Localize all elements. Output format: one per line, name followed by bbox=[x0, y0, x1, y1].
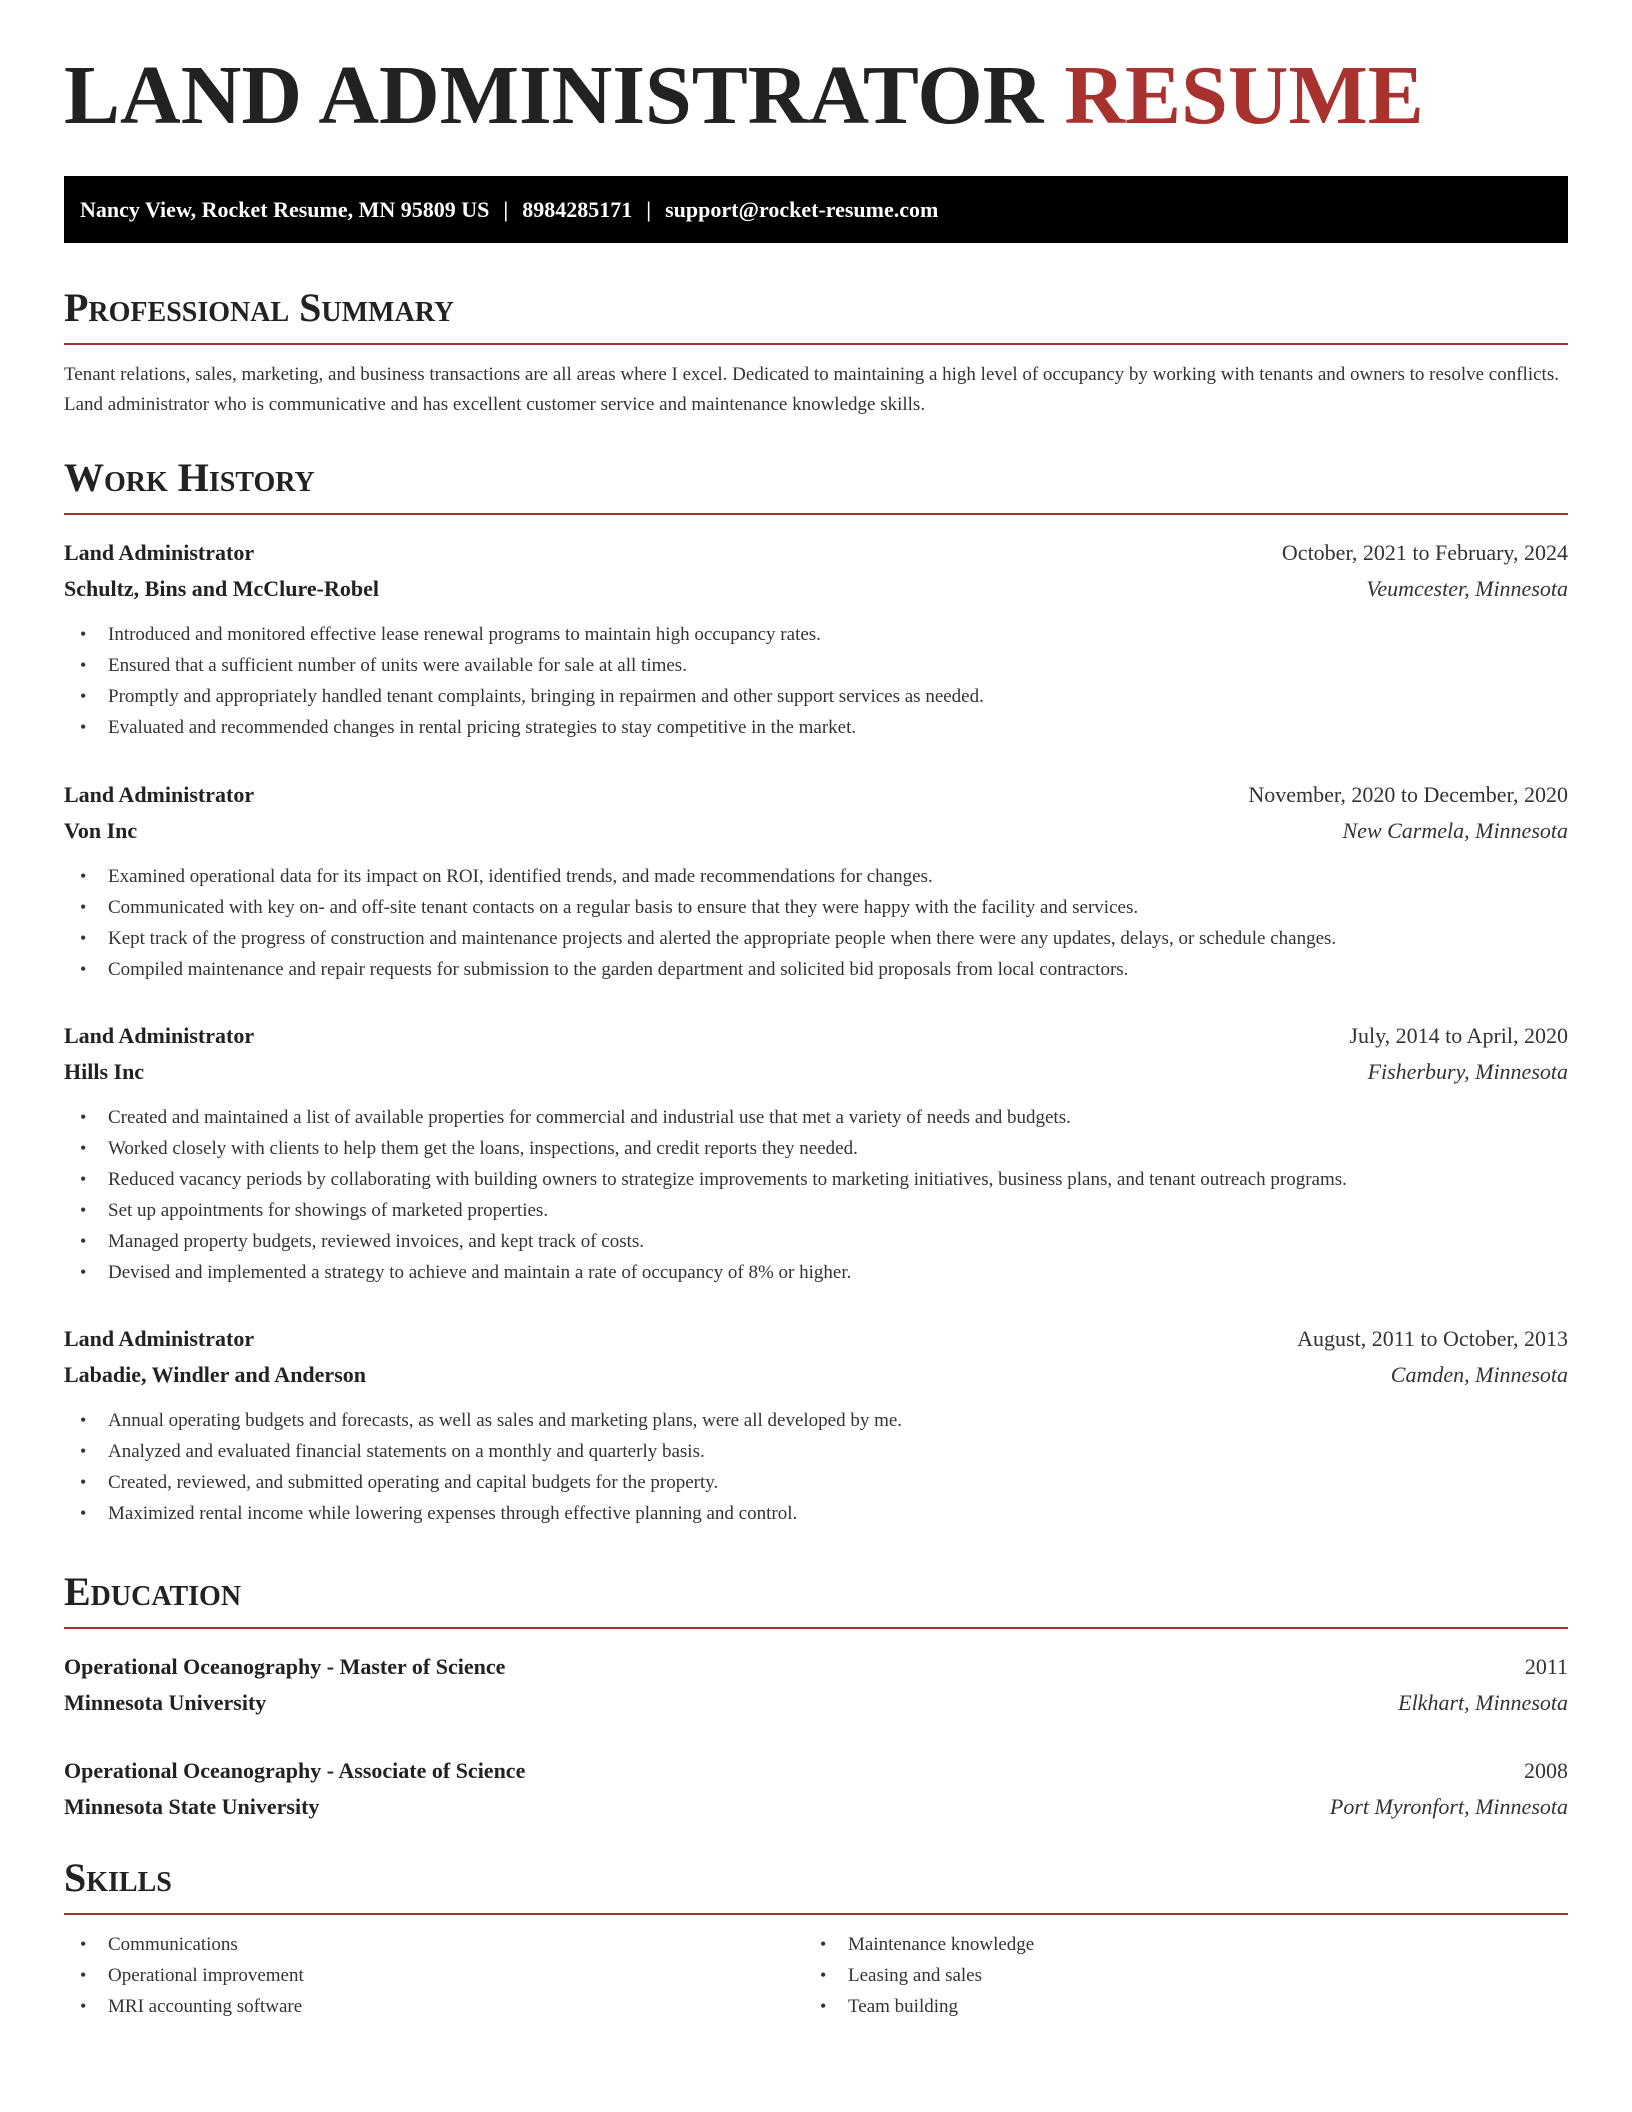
bullet-icon: • bbox=[80, 928, 87, 948]
bullet-text: Set up appointments for showings of marketed properties. bbox=[108, 1200, 549, 1221]
job-title: Land Administrator bbox=[64, 782, 255, 807]
contact-separator: | bbox=[503, 197, 509, 222]
bullet-text: Maximized rental income while lowering expenses through effective planning and control. bbox=[108, 1503, 798, 1524]
bullet-text: Annual operating budgets and forecasts, as well as sales and marketing plans, were all developed by me. bbox=[108, 1410, 903, 1431]
list-item bbox=[64, 1226, 1568, 1257]
list-item bbox=[804, 1991, 1544, 2022]
education-entry bbox=[64, 1753, 1568, 1825]
bullet-icon: • bbox=[80, 1262, 87, 1282]
bullet-text: Compiled maintenance and repair requests for submission to the garden department and solicited bid proposals from local contractors. bbox=[108, 959, 1129, 980]
bullet-icon: • bbox=[80, 1996, 87, 2016]
list-item bbox=[64, 1195, 1568, 1226]
resume-title-accent: RESUME bbox=[1064, 49, 1424, 142]
list-item bbox=[64, 1498, 1568, 1529]
job-title: Land Administrator bbox=[64, 540, 255, 565]
skill-text: Operational improvement bbox=[108, 1965, 304, 1986]
resume-title bbox=[64, 49, 1424, 142]
education-degree: Operational Oceanography - Master of Science bbox=[64, 1654, 506, 1679]
contact-phone: 8984285171 bbox=[522, 197, 633, 222]
job-dates: July, 2014 to April, 2020 bbox=[1349, 1023, 1568, 1048]
job-location: Camden, Minnesota bbox=[1390, 1362, 1568, 1387]
education-school: Minnesota University bbox=[64, 1690, 267, 1715]
bullet-icon: • bbox=[80, 1441, 87, 1461]
section-rule bbox=[64, 343, 1568, 345]
job-entry bbox=[64, 777, 1568, 985]
bullet-icon: • bbox=[820, 1965, 827, 1985]
bullet-icon: • bbox=[80, 959, 87, 979]
bullet-icon: • bbox=[80, 1231, 87, 1251]
list-item bbox=[64, 712, 1568, 743]
bullet-icon: • bbox=[820, 1996, 827, 2016]
bullet-icon: • bbox=[820, 1934, 827, 1954]
bullet-text: Introduced and monitored effective lease renewal programs to maintain high occupancy rates. bbox=[108, 624, 821, 645]
work-history-section bbox=[64, 455, 1568, 515]
job-entry bbox=[64, 1321, 1568, 1529]
education-school-row bbox=[64, 1685, 1568, 1721]
contact-email: support@rocket-resume.com bbox=[665, 197, 939, 222]
summary-text: Tenant relations, sales, marketing, and business transactions are all areas where I excel. Dedicated to maintaining a high level of occupancy by working with tenants and owners to resolve conflicts. Land administrator who is communicative and has excellent customer service and maintenance knowledge skills. bbox=[64, 364, 1559, 415]
bullet-icon: • bbox=[80, 624, 87, 644]
job-company-row bbox=[64, 1357, 1568, 1393]
contact-bar bbox=[64, 176, 1568, 243]
bullet-icon: • bbox=[80, 1169, 87, 1189]
bullet-icon: • bbox=[80, 1934, 87, 1954]
list-item bbox=[64, 619, 1568, 650]
job-header-row bbox=[64, 777, 1568, 813]
section-rule bbox=[64, 1627, 1568, 1629]
job-header-row bbox=[64, 1018, 1568, 1054]
skills-section bbox=[64, 1855, 1568, 2022]
resume-title-main: LAND ADMINISTRATOR bbox=[64, 49, 1044, 142]
skills-list bbox=[64, 1929, 1568, 2022]
bullet-text: Communicated with key on- and off-site tenant contacts on a regular basis to ensure that they were happy with the facility and services. bbox=[108, 897, 1139, 918]
job-entry bbox=[64, 1018, 1568, 1288]
job-bullets bbox=[64, 1405, 1568, 1529]
education-degree-row bbox=[64, 1649, 1568, 1685]
job-company-row bbox=[64, 813, 1568, 849]
bullet-text: Analyzed and evaluated financial statements on a monthly and quarterly basis. bbox=[108, 1441, 705, 1462]
job-company-row bbox=[64, 571, 1568, 607]
job-entry bbox=[64, 535, 1568, 743]
job-company: Hills Inc bbox=[64, 1059, 145, 1084]
job-title: Land Administrator bbox=[64, 1326, 255, 1351]
list-item bbox=[64, 1991, 804, 2022]
bullet-text: Created and maintained a list of available properties for commercial and industrial use that met a variety of needs and budgets. bbox=[108, 1107, 1071, 1128]
education-year: 2011 bbox=[1524, 1654, 1568, 1679]
summary-heading: Professional Summary bbox=[64, 285, 455, 330]
bullet-text: Examined operational data for its impact on ROI, identified trends, and made recommendations for changes. bbox=[108, 866, 933, 887]
education-location: Port Myronfort, Minnesota bbox=[1329, 1794, 1568, 1819]
job-dates: November, 2020 to December, 2020 bbox=[1248, 782, 1568, 807]
list-item bbox=[64, 650, 1568, 681]
bullet-text: Devised and implemented a strategy to achieve and maintain a rate of occupancy of 8% or higher. bbox=[108, 1262, 852, 1283]
skills-column-left bbox=[64, 1929, 804, 2022]
job-header-row bbox=[64, 535, 1568, 571]
bullet-icon: • bbox=[80, 686, 87, 706]
summary-section bbox=[64, 285, 1568, 420]
bullet-icon: • bbox=[80, 1503, 87, 1523]
section-rule bbox=[64, 1913, 1568, 1915]
job-location: New Carmela, Minnesota bbox=[1342, 818, 1568, 843]
job-dates: October, 2021 to February, 2024 bbox=[1281, 540, 1568, 565]
education-section bbox=[64, 1569, 1568, 1629]
skill-text: Maintenance knowledge bbox=[848, 1934, 1035, 1955]
bullet-text: Evaluated and recommended changes in rental pricing strategies to stay competitive in the market. bbox=[108, 717, 857, 738]
bullet-icon: • bbox=[80, 1200, 87, 1220]
job-location: Fisherbury, Minnesota bbox=[1367, 1059, 1568, 1084]
skill-text: Leasing and sales bbox=[848, 1965, 983, 1986]
list-item bbox=[64, 1133, 1568, 1164]
skill-text: MRI accounting software bbox=[108, 1996, 303, 2017]
list-item bbox=[64, 954, 1568, 985]
bullet-text: Created, reviewed, and submitted operating and capital budgets for the property. bbox=[108, 1472, 719, 1493]
list-item bbox=[64, 1405, 1568, 1436]
list-item bbox=[64, 1929, 804, 1960]
bullet-icon: • bbox=[80, 1138, 87, 1158]
job-bullets bbox=[64, 1102, 1568, 1288]
list-item bbox=[64, 1164, 1568, 1195]
list-item bbox=[64, 861, 1568, 892]
education-school: Minnesota State University bbox=[64, 1794, 320, 1819]
bullet-text: Promptly and appropriately handled tenant complaints, bringing in repairmen and other support services as needed. bbox=[108, 686, 984, 707]
job-bullets bbox=[64, 861, 1568, 985]
work-history-heading: Work History bbox=[64, 455, 315, 500]
list-item bbox=[804, 1929, 1544, 1960]
bullet-icon: • bbox=[80, 866, 87, 886]
job-company-row bbox=[64, 1054, 1568, 1090]
job-title: Land Administrator bbox=[64, 1023, 255, 1048]
skills-heading: Skills bbox=[64, 1855, 172, 1900]
bullet-icon: • bbox=[80, 897, 87, 917]
list-item bbox=[64, 923, 1568, 954]
job-location: Veumcester, Minnesota bbox=[1366, 576, 1568, 601]
job-dates: August, 2011 to October, 2013 bbox=[1297, 1326, 1568, 1351]
skill-text: Team building bbox=[848, 1996, 959, 2017]
bullet-text: Ensured that a sufficient number of units were available for sale at all times. bbox=[108, 655, 687, 676]
section-rule bbox=[64, 513, 1568, 515]
bullet-icon: • bbox=[80, 1410, 87, 1430]
skills-column-right bbox=[804, 1929, 1544, 2022]
skill-text: Communications bbox=[108, 1934, 238, 1955]
list-item bbox=[64, 1436, 1568, 1467]
list-item bbox=[64, 1960, 804, 1991]
job-bullets bbox=[64, 619, 1568, 743]
education-year: 2008 bbox=[1524, 1758, 1568, 1783]
list-item bbox=[64, 1257, 1568, 1288]
list-item bbox=[64, 892, 1568, 923]
job-company: Schultz, Bins and McClure-Robel bbox=[64, 576, 379, 601]
bullet-text: Managed property budgets, reviewed invoices, and kept track of costs. bbox=[108, 1231, 645, 1252]
education-degree-row bbox=[64, 1753, 1568, 1789]
job-company: Von Inc bbox=[64, 818, 138, 843]
bullet-icon: • bbox=[80, 1965, 87, 1985]
contact-separator: | bbox=[646, 197, 652, 222]
education-degree: Operational Oceanography - Associate of Science bbox=[64, 1758, 526, 1783]
bullet-icon: • bbox=[80, 1107, 87, 1127]
education-location: Elkhart, Minnesota bbox=[1398, 1690, 1568, 1715]
bullet-icon: • bbox=[80, 655, 87, 675]
list-item bbox=[804, 1960, 1544, 1991]
job-company: Labadie, Windler and Anderson bbox=[64, 1362, 366, 1387]
bullet-text: Worked closely with clients to help them get the loans, inspections, and credit reports they needed. bbox=[108, 1138, 858, 1159]
bullet-text: Reduced vacancy periods by collaborating with building owners to strategize improvements to marketing initiatives, business plans, and tenant outreach programs. bbox=[108, 1169, 1347, 1190]
bullet-text: Kept track of the progress of construction and maintenance projects and alerted the appropriate people when there were any updates, delays, or schedule changes. bbox=[108, 928, 1337, 949]
list-item bbox=[64, 681, 1568, 712]
bullet-icon: • bbox=[80, 717, 87, 737]
education-entry bbox=[64, 1649, 1568, 1721]
bullet-icon: • bbox=[80, 1472, 87, 1492]
education-heading: Education bbox=[64, 1569, 242, 1614]
list-item bbox=[64, 1467, 1568, 1498]
contact-address: Nancy View, Rocket Resume, MN 95809 US bbox=[80, 197, 490, 222]
education-school-row bbox=[64, 1789, 1568, 1825]
job-header-row bbox=[64, 1321, 1568, 1357]
list-item bbox=[64, 1102, 1568, 1133]
